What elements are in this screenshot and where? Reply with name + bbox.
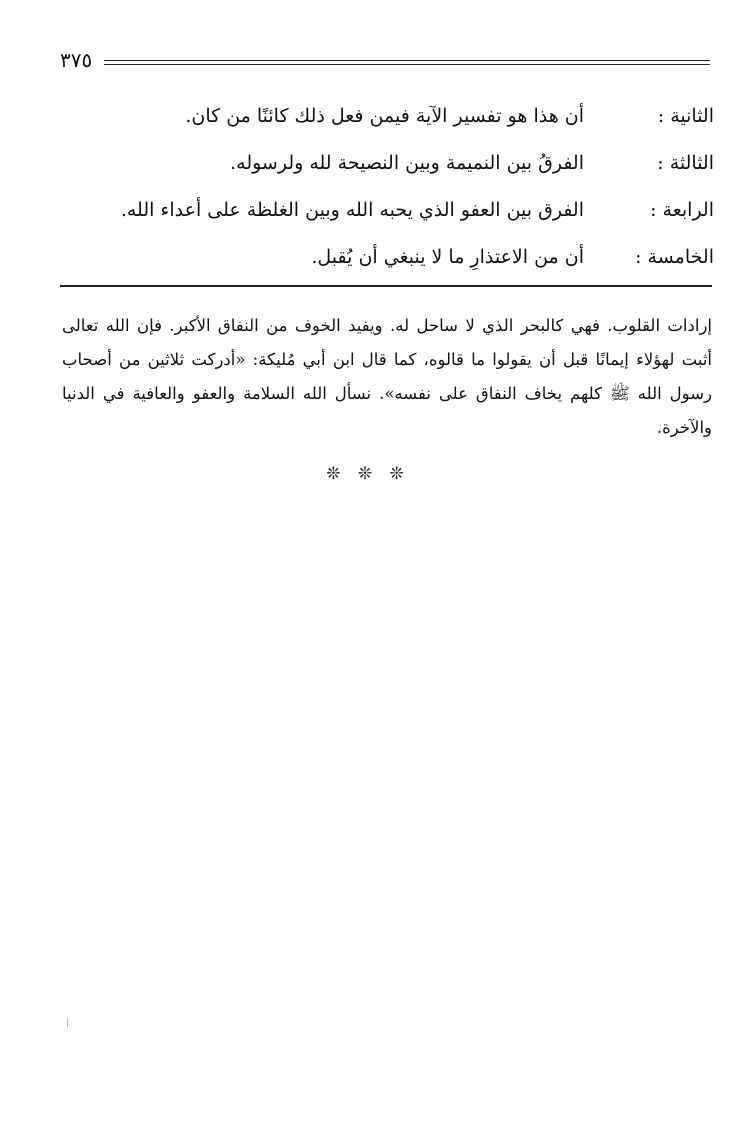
- page-header: [60, 46, 710, 76]
- item-text: أن من الاعتذارِ ما لا ينبغي أن يُقبل.: [311, 246, 584, 268]
- footnote-text: إرادات القلوب. فهي كالبحر الذي لا ساحل له. ويفيد الخوف من النفاق الأكبر. فإن الله تعالى أثبت لهؤلاء إيمانًا قبل أن يقولوا ما قالوه، كما قال ابن أبي مُليكة: «أدركت ثلاثين من أصحاب رسول الله ﷺ كلهم يخاف النفاق على نفسه». نسأل الله السلامة والعفو والعافية في الدنيا والآخرة.: [62, 315, 712, 437]
- footnote-separator: [60, 285, 712, 287]
- page-number: ٣٧٥: [60, 48, 93, 72]
- section-ornament: ❊ ❊ ❊: [326, 464, 410, 484]
- scan-speck: [67, 1018, 68, 1027]
- item-text: الفرقُ بين النميمة وبين النصيحة لله ولرسوله.: [230, 152, 584, 174]
- item-label: الخامسة :: [635, 246, 714, 268]
- item-label: الثالثة :: [657, 152, 714, 174]
- header-double-rule: [104, 60, 710, 65]
- list-item: [60, 190, 714, 237]
- list-item: [60, 96, 714, 143]
- issues-list: [60, 96, 714, 284]
- list-item: [60, 143, 714, 190]
- list-item: [60, 237, 714, 284]
- item-text: الفرق بين العفو الذي يحبه الله وبين الغلظة على أعداء الله.: [120, 199, 584, 221]
- item-label: الرابعة :: [650, 199, 714, 221]
- item-text: أن هذا هو تفسير الآية فيمن فعل ذلك كائنًا من كان.: [185, 105, 584, 127]
- item-label: الثانية :: [657, 105, 714, 127]
